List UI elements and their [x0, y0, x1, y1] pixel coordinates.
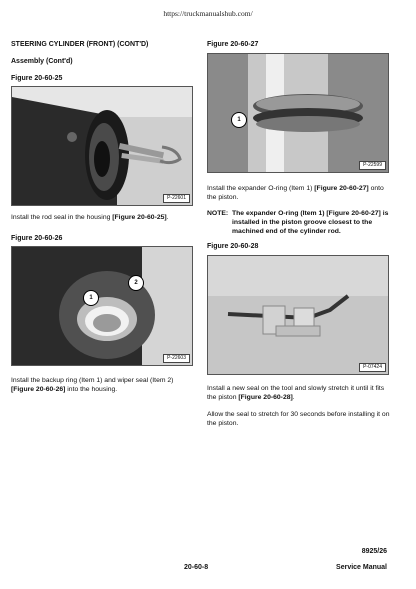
page-number: 20-60-8 — [184, 564, 209, 571]
instruction-expander-oring: Install the expander O-ring (Item 1) [Figure 20-60-27] onto the piston. — [207, 185, 384, 201]
instruction-rod-seal: Install the rod seal in the housing [Figure 20-60-25]. — [11, 214, 169, 221]
callout-item-2: 2 — [128, 275, 144, 291]
figure-label-20-60-26: Figure 20-60-26 — [11, 235, 63, 242]
doc-number: 8925/26 — [361, 548, 387, 555]
photo-figure-20-60-26 — [11, 246, 193, 366]
photo-code: P-22599 — [359, 161, 386, 170]
photo-figure-20-60-25 — [11, 86, 193, 206]
photo-code: P-07424 — [359, 363, 386, 372]
photo-figure-20-60-28 — [207, 255, 389, 375]
callout-item-1: 1 — [231, 112, 247, 128]
section-title: STEERING CYLINDER (FRONT) (CONT'D) — [11, 41, 149, 48]
photo-code: P-22601 — [163, 194, 190, 203]
instruction-wait: Allow the seal to stretch for 30 seconds before installing it on the piston. — [207, 411, 390, 427]
seal-stretch-tool-illustration — [208, 256, 388, 374]
figure-label-20-60-25: Figure 20-60-25 — [11, 75, 63, 82]
instruction-stretch-seal: Install a new seal on the tool and slowly stretch it until it fits the piston [Figure 20-60-28]. — [207, 385, 385, 401]
photo-figure-20-60-27 — [207, 53, 389, 173]
section-subtitle: Assembly (Cont'd) — [11, 58, 73, 65]
figure-label-20-60-27: Figure 20-60-27 — [207, 41, 259, 48]
note-block — [207, 209, 391, 236]
doc-title: Service Manual — [336, 564, 387, 571]
figure-label-20-60-28: Figure 20-60-28 — [207, 243, 259, 250]
photo-code: P-22603 — [163, 354, 190, 363]
source-url: https://truckmanualshub.com/ — [163, 9, 253, 18]
backup-ring-wiper-seal-illustration — [12, 247, 192, 365]
rod-seal-housing-illustration — [12, 87, 192, 205]
callout-item-1: 1 — [83, 290, 99, 306]
note-text: The expander O-ring (Item 1) [Figure 20-60-27] is installed in the piston groove closest to the machined end of the cylinder rod. — [232, 210, 389, 235]
instruction-backup-ring: Install the backup ring (Item 1) and wiper seal (Item 2) [Figure 20-60-26] into the housing. — [11, 377, 174, 393]
note-label: NOTE: — [207, 210, 229, 217]
